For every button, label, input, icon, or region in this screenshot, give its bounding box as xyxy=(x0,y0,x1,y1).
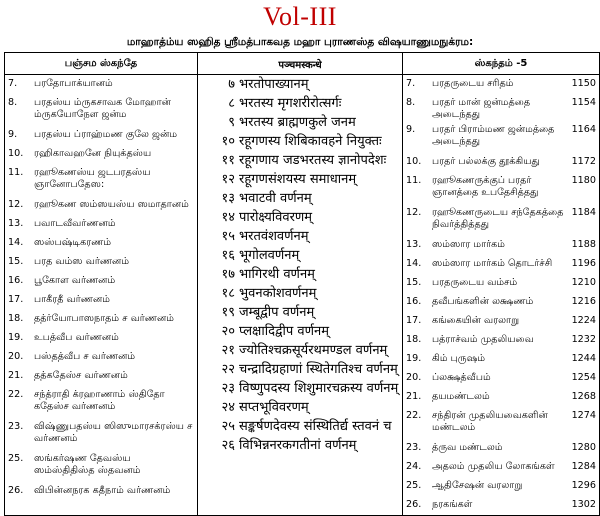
item-title: பரதருடைய சரிதம் xyxy=(432,78,514,89)
item-number: २६ xyxy=(221,437,235,453)
item-title: भरतस्य मृगशरीरोत्सर्गः xyxy=(239,95,342,111)
item-title: भुवनकोशवर्णनम् xyxy=(239,285,317,301)
item-number: २२ xyxy=(221,361,235,377)
item-title: ज्योतिश्चक्रसूर्यरथमण्डल वर्णनम् xyxy=(239,342,388,358)
item-title: ஸம்ஸார மார்கம் தொடர்ச்சி xyxy=(432,258,553,269)
item-title: பரதர் மான் ஜன்மத்தை அடைந்தது xyxy=(432,97,531,120)
item-title: ரஹூகணருடைய சந்தேகத்தை நிவர்த்தித்தது xyxy=(432,207,564,230)
item-title: रहूगणाय जडभरतस्य ज्ञानोपदेशः xyxy=(239,152,387,168)
list-item xyxy=(201,94,399,113)
item-number: 13. xyxy=(406,239,422,250)
item-title: ரஹூகண ஸம்ஸயஸ்ய ஸமாதானம் xyxy=(34,199,189,210)
item-title: பரதர் பிராம்மண ஜன்மத்தை அடைந்தது xyxy=(432,124,555,147)
item-title: विष्णुपदस्य शिशुमारचक्रस्य वर्णनम् xyxy=(239,380,399,396)
item-title: रहूगणस्य शिबिकावहने नियुक्तः xyxy=(239,133,382,149)
page-number: 1232 xyxy=(571,334,596,345)
list-item xyxy=(406,153,596,172)
list-item xyxy=(8,291,194,310)
item-number: 15. xyxy=(406,277,422,288)
item-number: २५ xyxy=(221,418,235,434)
page-number: 1274 xyxy=(571,410,596,421)
item-title: பரதஸ்ய ப்ராஹ்மண குலே ஜன்ம xyxy=(34,129,178,140)
list-item xyxy=(8,234,194,253)
list-item xyxy=(201,341,399,360)
list-item xyxy=(201,398,399,417)
item-number: २० xyxy=(221,323,235,339)
item-title: பத்ராச்வம் முதலியவை xyxy=(432,334,534,345)
page-number: 1284 xyxy=(571,461,596,472)
list-item xyxy=(201,227,399,246)
list-item xyxy=(8,164,194,196)
list-item xyxy=(406,75,596,94)
item-number: ९ xyxy=(228,114,235,130)
item-title: ஸஸ்பஷ்டிகரணம் xyxy=(34,237,112,248)
list-item xyxy=(201,436,399,455)
list-item xyxy=(201,75,399,94)
item-title: பூகோள வர்ணனம் xyxy=(34,275,116,286)
item-number: 17. xyxy=(8,294,24,305)
item-title: रहूगणसंशयस्य समाधानम् xyxy=(239,171,357,187)
item-number: 9. xyxy=(8,129,18,140)
list-item xyxy=(406,312,596,331)
item-number: 10. xyxy=(406,156,422,167)
item-title: உபத்வீப வர்ணனம் xyxy=(34,332,119,343)
item-number: 18. xyxy=(8,313,24,324)
item-number: २३ xyxy=(221,380,235,396)
list-item xyxy=(406,369,596,388)
item-title: தத்கதேஸ்ச வர்ணனம் xyxy=(34,370,128,381)
page-number: 1244 xyxy=(571,353,596,364)
item-number: 18. xyxy=(406,334,422,345)
item-title: सङ्कर्षणदेवस्य संस्थितिर्द्य स्तवनं च xyxy=(239,418,392,434)
item-number: १६ xyxy=(221,247,235,263)
list-item xyxy=(201,322,399,341)
item-title: भागिरथी वर्णनम् xyxy=(239,266,315,282)
list-item xyxy=(8,348,194,367)
item-title: கிம் புருஷம் xyxy=(432,353,486,364)
list-item xyxy=(406,94,596,121)
list-item xyxy=(406,477,596,496)
list-item xyxy=(406,407,596,439)
item-title: பவாடவீவர்ணனம் xyxy=(34,218,116,229)
list-item xyxy=(8,367,194,386)
list-item xyxy=(8,310,194,329)
list-item xyxy=(8,196,194,215)
item-number: 11. xyxy=(406,175,422,186)
page-number: 1180 xyxy=(571,175,596,186)
page-number: 1224 xyxy=(571,315,596,326)
item-title: தவீபங்களின் லக்ஷணம் xyxy=(432,296,534,307)
item-number: 20. xyxy=(8,351,24,362)
item-number: 23. xyxy=(8,421,24,432)
item-number: 17. xyxy=(406,315,422,326)
list-item xyxy=(406,350,596,369)
list-item xyxy=(201,170,399,189)
item-title: ஸம்ஸார மார்கம் xyxy=(432,239,505,250)
item-number: 12. xyxy=(406,207,422,218)
item-number: 22. xyxy=(8,389,24,400)
list-item xyxy=(406,204,596,236)
page-number: 1216 xyxy=(571,296,596,307)
page-number: 1196 xyxy=(571,258,596,269)
list-item xyxy=(406,496,596,515)
item-title: கங்கையின் வரலாறு xyxy=(432,315,520,326)
header-sanskrit: पञ्चमस्कन्धे xyxy=(198,53,403,75)
item-title: भरतोपाख्यानम् xyxy=(239,76,309,92)
item-number: 16. xyxy=(406,296,422,307)
list-item xyxy=(406,274,596,293)
right-list xyxy=(406,75,596,515)
item-number: 13. xyxy=(8,218,24,229)
list-item xyxy=(406,293,596,312)
item-number: १३ xyxy=(221,190,235,206)
item-title: சந்த்ராதி க்ரஹாணாம் ஸ்திதோ கதேஸ்ச வர்ணனம் xyxy=(34,389,165,412)
item-number: १० xyxy=(221,133,235,149)
item-number: 25. xyxy=(8,453,24,464)
header-tamil: ஸ்கந்தம் -5 xyxy=(403,53,600,75)
page-number: 1172 xyxy=(571,156,596,167)
item-number: 25. xyxy=(406,480,422,491)
item-number: 11. xyxy=(8,167,24,178)
item-number: 16. xyxy=(8,275,24,286)
item-title: सप्तभूविवरणम् xyxy=(239,399,309,415)
item-number: ८ xyxy=(228,95,235,111)
item-title: भरतस्य ब्राह्मणकुले जनम xyxy=(239,114,356,130)
list-item xyxy=(8,215,194,234)
list-item xyxy=(201,151,399,170)
item-title: ரஹூகணருக்குப் பரதர் ஞானத்தை உபதேசித்தது xyxy=(432,175,539,198)
item-number: २४ xyxy=(221,399,235,415)
item-number: 19. xyxy=(406,353,422,364)
item-title: ரஹிகாவஹனே நியுக்தஸ்ய xyxy=(34,148,152,159)
middle-column xyxy=(198,75,403,516)
item-number: १४ xyxy=(221,209,235,225)
item-number: 26. xyxy=(406,499,422,510)
left-column xyxy=(5,75,198,516)
item-title: தத்ர்யோபாஸநாதம் ச வர்ணனம் xyxy=(34,313,174,324)
middle-list xyxy=(201,75,399,455)
item-title: भवाटवी वर्णनम् xyxy=(239,190,312,206)
item-number: 26. xyxy=(8,485,24,496)
item-title: பரத வம்ஸ வர்ணனம் xyxy=(34,256,130,267)
item-title: भूगोलवर्णनम् xyxy=(239,247,300,263)
list-item xyxy=(8,253,194,272)
list-item xyxy=(201,113,399,132)
page-number: 1164 xyxy=(571,124,596,135)
list-item xyxy=(406,331,596,350)
list-item xyxy=(201,303,399,322)
list-item xyxy=(201,265,399,284)
list-item xyxy=(8,75,194,94)
item-number: ११ xyxy=(221,152,235,168)
item-number: 24. xyxy=(406,461,422,472)
page-number: 1302 xyxy=(571,499,596,510)
item-title: பரதஸ்ய ம்ருகசாவக மோஹான் ம்ருகயோநேள ஜன்ம xyxy=(34,97,171,120)
list-item xyxy=(8,145,194,164)
item-title: जम्बूद्वीप वर्णनम् xyxy=(239,304,315,320)
item-number: 21. xyxy=(406,391,422,402)
item-title: ஆதிசேஷன் வரலாறு xyxy=(432,480,523,491)
list-item xyxy=(201,284,399,303)
page-number: 1296 xyxy=(571,480,596,491)
item-number: 15. xyxy=(8,256,24,267)
list-item xyxy=(406,458,596,477)
page-number: 1254 xyxy=(571,372,596,383)
item-title: அதலம் முதலிய லோகங்கள் xyxy=(432,461,555,472)
item-number: १८ xyxy=(221,285,235,301)
list-item xyxy=(8,450,194,482)
list-item xyxy=(8,272,194,291)
item-number: 23. xyxy=(406,442,422,453)
left-list xyxy=(8,75,194,501)
list-item xyxy=(201,132,399,151)
item-number: 14. xyxy=(8,237,24,248)
item-title: चन्द्रादिग्रहाणां स्थितेगतिश्च वर्णनम् xyxy=(239,361,398,377)
page-number: 1268 xyxy=(571,391,596,402)
page-number: 1154 xyxy=(571,97,596,108)
list-item xyxy=(8,482,194,501)
item-title: தயமண்டலம் xyxy=(432,391,490,402)
item-title: ரஹூகணஸ்ய ஜடபரதஸ்ய ஞானோபதேஸ: xyxy=(34,167,151,190)
item-number: १९ xyxy=(221,304,235,320)
item-number: 12. xyxy=(8,199,24,210)
item-title: पारोक्ष्यविवरणम् xyxy=(239,209,313,225)
list-item xyxy=(201,417,399,436)
item-title: விஷ்ணுபதஸ்ய ஸிஸுமாரசக்ரஸ்ய ச வர்ணனம் xyxy=(34,421,193,444)
item-title: ஸங்கர்ஷண தேவஸ்ய ஸம்ஸ்திதிஸ்த ஸ்தவனம் xyxy=(34,453,141,476)
list-item xyxy=(406,439,596,458)
item-number: ७ xyxy=(228,76,235,92)
item-title: பரதோபாக்யானம் xyxy=(34,78,113,89)
item-number: 19. xyxy=(8,332,24,343)
item-title: சந்திரன் முதலியவைகளின் மண்டலம் xyxy=(432,410,548,433)
page-number: 1184 xyxy=(571,207,596,218)
item-number: 8. xyxy=(406,97,416,108)
item-number: 7. xyxy=(406,78,416,89)
page-number: 1188 xyxy=(571,239,596,250)
page-title: மாஹாத்ம்ய ஸஹித ஸ்ரீமத்பாகவத மஹா புராணஸ்த விஷயாணுமநுக்ரம: xyxy=(126,36,474,48)
item-title: विभिन्ननरकगतीनां वर्णनम् xyxy=(239,437,357,453)
item-number: 20. xyxy=(406,372,422,383)
list-item xyxy=(201,379,399,398)
item-title: விபின்னநரக கதீநாம் வர்ணனம் xyxy=(34,485,171,496)
item-title: प्लक्षादिद्वीप वर्णनम् xyxy=(239,323,329,339)
item-title: பாகீரதீ வர்ணனம் xyxy=(34,294,110,305)
list-item xyxy=(406,255,596,274)
list-item xyxy=(201,360,399,379)
item-number: 9. xyxy=(406,124,416,135)
item-number: 7. xyxy=(8,78,18,89)
item-title: भरतवंशवर्णनम् xyxy=(239,228,309,244)
item-title: பஸ்தத்வீப ச வர்ணனம் xyxy=(34,351,136,362)
item-number: १७ xyxy=(221,266,235,282)
item-number: 22. xyxy=(406,410,422,421)
item-title: ப்லக்ஷத்வீபம் xyxy=(432,372,491,383)
page-number: 1150 xyxy=(571,78,596,89)
list-item xyxy=(406,236,596,255)
list-item xyxy=(406,121,596,153)
item-number: 14. xyxy=(406,258,422,269)
list-item xyxy=(201,246,399,265)
item-number: २१ xyxy=(221,342,235,358)
contents-table xyxy=(4,52,600,516)
item-number: १५ xyxy=(221,228,235,244)
list-item xyxy=(201,208,399,227)
item-title: த்ருவ மண்டலம் xyxy=(432,442,503,453)
list-item xyxy=(406,172,596,204)
item-number: 21. xyxy=(8,370,24,381)
item-number: 8. xyxy=(8,97,18,108)
page-number: 1210 xyxy=(571,277,596,288)
list-item xyxy=(8,126,194,145)
item-title: பரதர் பல்லக்கு தூக்கியது xyxy=(432,156,540,167)
list-item xyxy=(8,329,194,348)
item-title: பரதருடைய வம்சம் xyxy=(432,277,518,288)
page-number: 1280 xyxy=(571,442,596,453)
item-number: 10. xyxy=(8,148,24,159)
list-item xyxy=(8,386,194,418)
item-number: १२ xyxy=(221,171,235,187)
list-item xyxy=(201,189,399,208)
list-item xyxy=(406,388,596,407)
list-item xyxy=(8,418,194,450)
list-item xyxy=(8,94,194,126)
header-tamil-sanskrit: பஞ்சம ஸ்கந்தே xyxy=(5,53,198,75)
volume-heading: Vol-III xyxy=(263,2,337,31)
right-column xyxy=(403,75,600,516)
item-title: நரகங்கள் xyxy=(432,499,473,510)
